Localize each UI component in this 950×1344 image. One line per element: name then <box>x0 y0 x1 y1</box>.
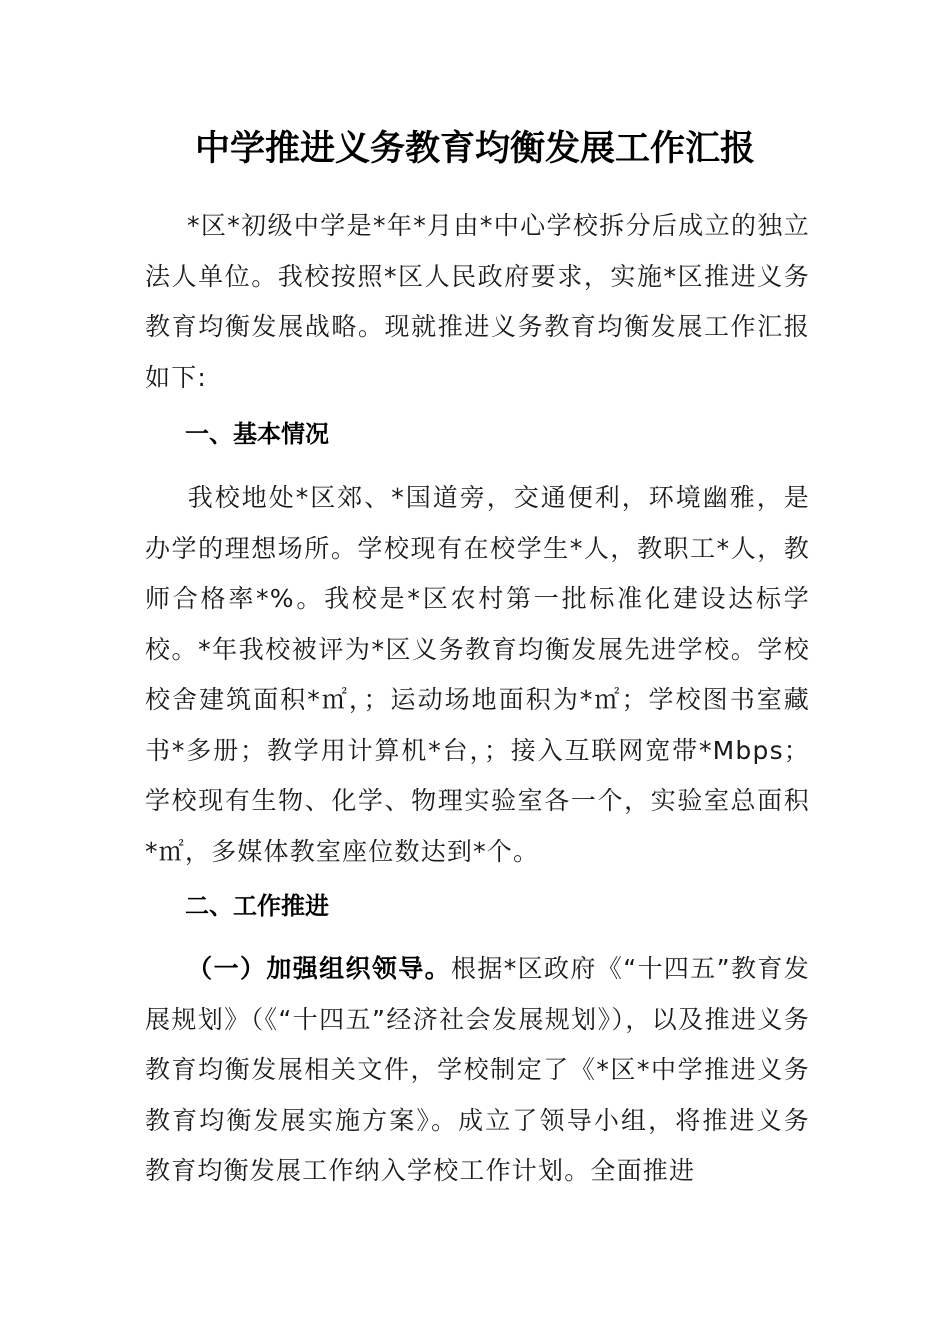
section-heading-work: 二、工作推进 <box>185 892 329 920</box>
section-heading-basic: 一、基本情况 <box>185 420 329 448</box>
organization-text: 根据*区政府《“十四五”教育发展规划》（《“十四五”经济社会发展规划》），以及推进义务教育均衡发展相关文件，学校制定了《*区*中学推进义务教育均衡发展实施方案》。成立了领导小组，将推进义务教育均衡发展工作纳入学校工作计划。全面推进 <box>145 954 810 1185</box>
basic-situation-text: 我校地处*区郊、*国道旁，交通便利，环境幽雅，是办学的理想场所。学校现有在校学生*人，教职工*人，教师合格率*%。我校是*区农村第一批标准化建设达标学校。*年我校被评为*区义务教育均衡发展先进学校。学校校舍建筑面积*㎡，；运动场地面积为*㎡；学校图书室藏书*多册；教学用计算机*台，；接入互联网宽带*Mbps；学校现有生物、化学、物理实验室各一个，实验室总面积*㎡，多媒体教室座位数达到*个。 <box>145 483 810 866</box>
intro-paragraph <box>145 201 810 403</box>
basic-situation-paragraph <box>145 473 810 877</box>
intro-text: *区*初级中学是*年*月由*中心学校拆分后成立的独立法人单位。我校按照*区人民政府要求，实施*区推进义务教育均衡发展战略。现就推进义务教育均衡发展工作汇报如下: <box>145 211 810 392</box>
subsection-heading-organization: （一）加强组织领导。 <box>187 954 452 983</box>
document-title: 中学推进义务教育均衡发展工作汇报 <box>194 128 755 169</box>
organization-paragraph <box>145 944 810 1197</box>
